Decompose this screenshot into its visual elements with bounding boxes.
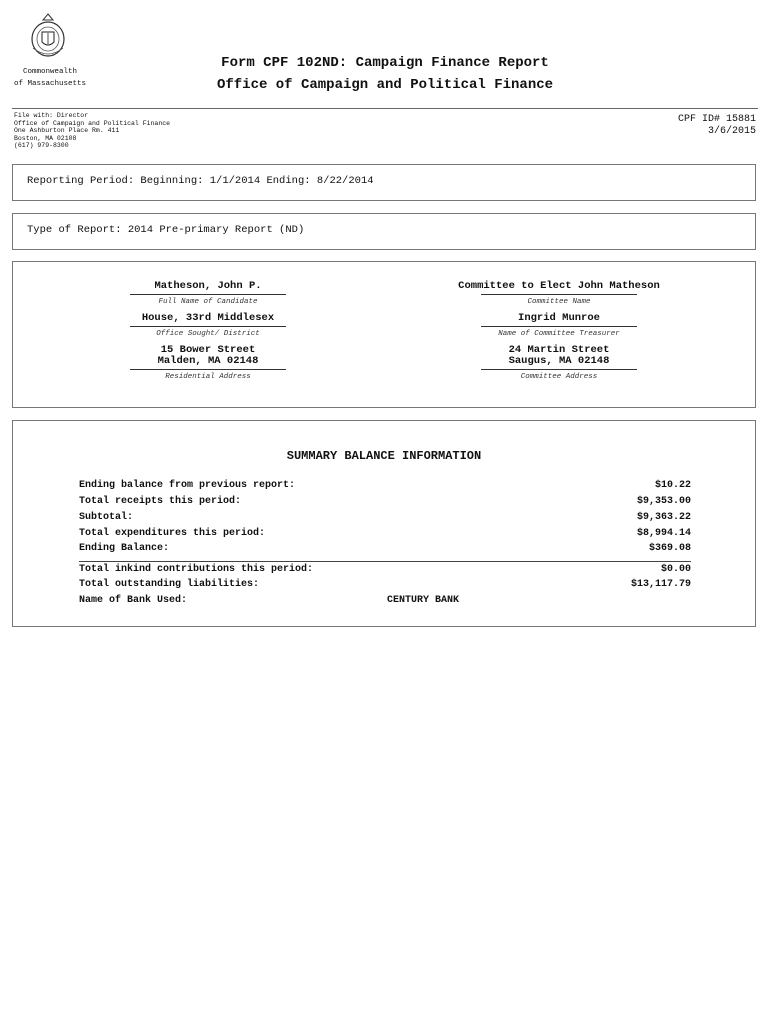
residential-address: 15 Bower Street Malden, MA 02148 <box>130 345 286 370</box>
residential-address-cell: 15 Bower Street Malden, MA 02148 Residential Address <box>130 345 286 381</box>
committee-address-cell: 24 Martin Street Saugus, MA 02148 Committee Address <box>481 345 637 381</box>
summary-row: Total expenditures this period: $8,994.14 <box>79 528 691 539</box>
summary-row: Total inkind contributions this period: $0.00 <box>79 564 691 575</box>
treasurer-name: Ingrid Munroe <box>481 313 637 327</box>
summary-box <box>12 420 756 627</box>
cpf-id: CPF ID# 15881 <box>677 114 756 125</box>
form-title-line1: Form CPF 102ND: Campaign Finance Report <box>221 55 549 71</box>
file-with-address: File with: Director Office of Campaign and Political Finance One Ashburton Place Rm. 411 Boston, MA 02108 (617) 979-8300 <box>14 112 171 149</box>
summary-row: Total receipts this period: $9,353.00 <box>79 496 691 507</box>
committee-name: Committee to Elect John Matheson <box>458 280 660 292</box>
type-of-report: Type of Report: 2014 Pre-primary Report (ND) <box>27 224 305 236</box>
committee-name-cell: Committee to Elect John Matheson Committee Name <box>447 281 671 306</box>
summary-row: Total outstanding liabilities: $13,117.79 <box>79 579 691 590</box>
form-title-line2: Office of Campaign and Political Finance <box>216 77 554 93</box>
treasurer-cell: Ingrid Munroe Name of Committee Treasurer <box>481 313 637 338</box>
committee-address: 24 Martin Street Saugus, MA 02148 <box>481 345 637 370</box>
bank-row <box>79 595 691 609</box>
type-of-report-box <box>12 213 756 250</box>
summary-row: Ending Balance: $369.08 <box>79 543 691 554</box>
reporting-period-box <box>12 164 756 201</box>
reporting-period: Reporting Period: Beginning: 1/1/2014 Ending: 8/22/2014 <box>27 175 374 187</box>
report-date: 3/6/2015 <box>707 126 756 137</box>
header-divider <box>12 108 758 109</box>
summary-row: Ending balance from previous report: $10.22 <box>79 480 691 491</box>
office-sought-cell: House, 33rd Middlesex Office Sought/ District <box>130 313 286 338</box>
form-title <box>160 52 610 96</box>
summary-title: SUMMARY BALANCE INFORMATION <box>286 449 482 463</box>
bank-name: CENTURY BANK <box>387 595 460 606</box>
summary-row: Subtotal: $9,363.22 <box>79 512 691 523</box>
candidate-name-cell: Matheson, John P. Full Name of Candidate <box>130 281 286 306</box>
massachusetts-seal-icon <box>27 12 69 60</box>
office-sought: House, 33rd Middlesex <box>130 313 286 327</box>
candidate-committee-box <box>12 261 756 408</box>
commonwealth-label: Commonwealth of Massachusetts <box>13 68 86 88</box>
bank-label: Name of Bank Used: <box>79 595 188 606</box>
cpf-id-block <box>678 114 756 138</box>
candidate-name: Matheson, John P. <box>130 281 286 295</box>
summary-divider <box>79 561 691 562</box>
